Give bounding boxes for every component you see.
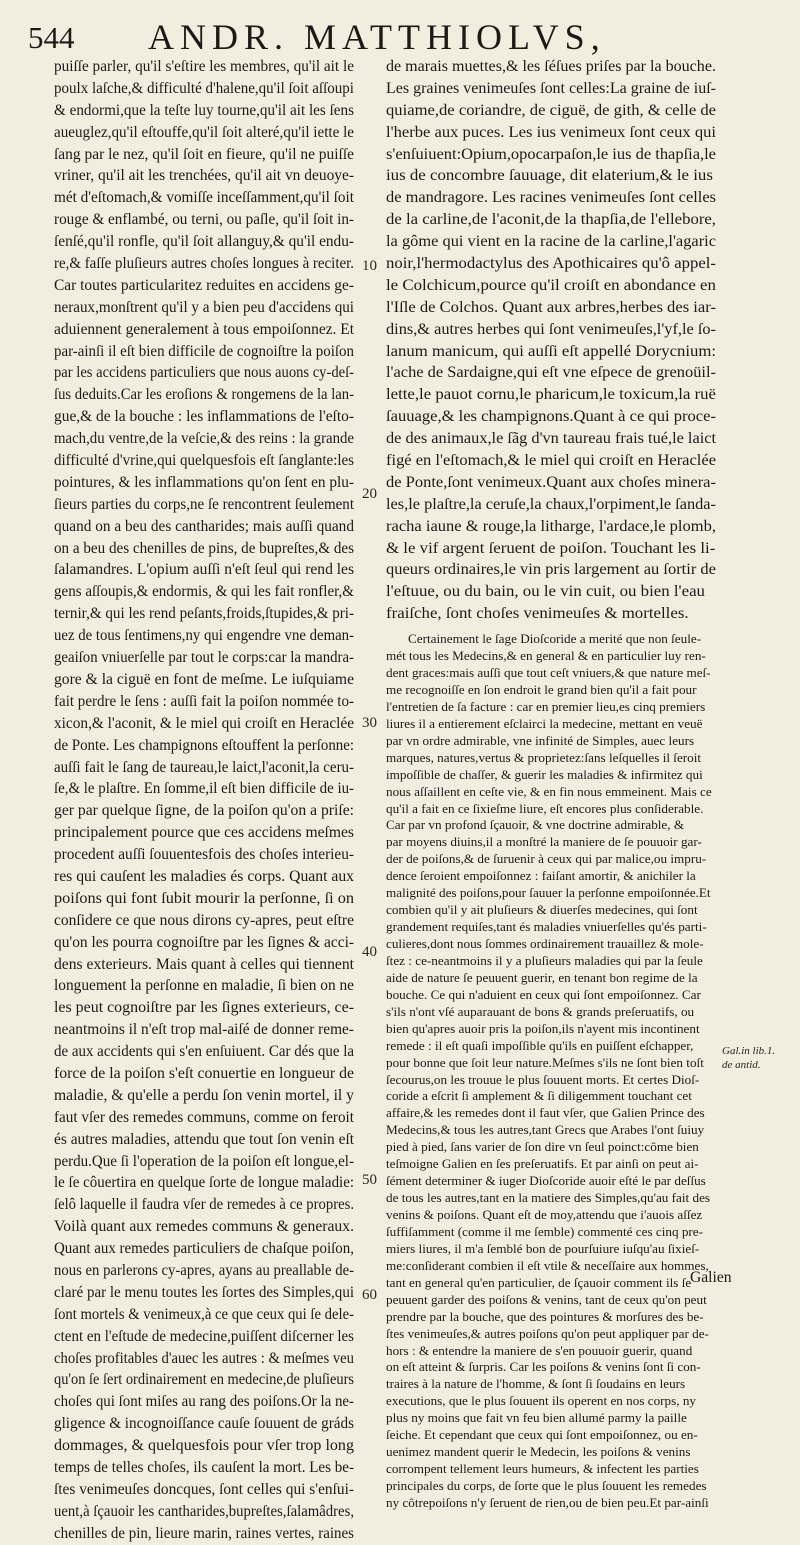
text-line: rouge & enflambé, ou terni, ou paſle, qu'il ſoit in- (54, 211, 354, 229)
line-number: 60 (362, 1287, 377, 1303)
text-line: figé en l'eſtomach,& le miel qui croiſt en Heraclée (386, 452, 716, 470)
line-number: 50 (362, 1172, 377, 1188)
marginal-note-line: de antid. (722, 1059, 761, 1071)
commentary-line: combien qu'il y ait pluſieurs & diuerſes medecines, qui ſont (386, 903, 698, 918)
text-line: s'enſuiuent:Opium,opocarpaſon,le ius de thapſia,le (386, 145, 716, 163)
text-line: neantmoins il n'eſt trop mal-aiſé de donner reme- (54, 1021, 354, 1039)
text-line: noir,l'hermodactylus des Apothicaires qu'ô appel- (386, 255, 716, 273)
commentary-line: remede : il eſt quaſi impoſſible qu'ils en puiſſent eſchapper, (386, 1038, 694, 1053)
right-column (386, 56, 716, 625)
commentary-line: ſuffiſamment (comme il me ſemble) commenté ces cinq pre- (386, 1224, 704, 1239)
page-number: 544 (28, 20, 75, 55)
text-line: l'Iſle de Colchos. Quant aux arbres,herbes des iar- (386, 298, 716, 316)
text-line: ius de concombre ſauuage, dit elaterium,& le ius (386, 167, 713, 185)
commentary-line: der de poiſons,& de ſuruenir à ceux qui par malice,ou impru- (386, 852, 707, 867)
text-line: pointures, & les inflammations qu'on ſent en plu- (54, 473, 354, 491)
text-line: l'eſtuue, ou du bain, ou le vin cuit, ou bien l'eau (386, 583, 705, 601)
commentary-line: executions, que le plus ſouuent ils operent en nos corps, ny (386, 1394, 696, 1409)
text-line: & endormi,que la teſte luy tourne,qu'il ait les ſens (54, 101, 354, 119)
commentary-line: l'entretien de ſa facture : car en premier lieu,es cinq premiers (386, 699, 706, 714)
text-line: l'ache de Sardaigne,qui eſt vne eſpece de grenoüil- (386, 364, 716, 382)
text-line: gens aſſoupis,& endormis, & qui les fait ronfler,& (54, 583, 354, 601)
commentary-line: nous aſſaillent en ceſte vie, & en fin nous emmeinent. Mais ce (386, 784, 712, 799)
text-line: fraiſche, ſont choſes venimeuſes & mortelles. (386, 605, 689, 623)
text-line: ctent en l'eſtude de medecine,puiſſent diſcerner les (54, 1327, 354, 1345)
text-line: de mandragore. Les racines venimeuſes ſont celles (386, 189, 716, 207)
commentary-line: corrompent tellement leurs humeurs, & infectent les parties (386, 1462, 699, 1477)
text-line: ternir,& qui les rend peſants,froids,ſtupides,& pri- (54, 605, 354, 623)
commentary-line: Certainement le ſage Dioſcoride a merité que non ſeule- (408, 632, 702, 647)
text-line: ſelô laquelle il faudra vſer de remedes à ce propres. (54, 1196, 354, 1214)
text-line: maladie, & qu'elle a perdu ſon venin mortel, il y (54, 1086, 354, 1104)
commentary-line: prendre par la bouche, que des pointures & morſures des be- (386, 1309, 704, 1324)
commentary-line: culieres,dont nous ſommes ordinairement trauaillez & mole- (386, 937, 704, 952)
text-line: ger par quelque ſigne, de la poiſon qu'on a priſe: (54, 802, 354, 820)
text-line: ſenſé,qu'il ronfle, qu'il ſoit allanguy,& qu'il endu- (54, 233, 354, 251)
text-line: par-ainſi il eſt bien difficile de cognoiſtre la poiſon (54, 342, 354, 360)
text-line: l'herbe aux puces. Les ius venimeux ſont ceux qui (386, 123, 716, 141)
text-line: & le vif argent ſeruent de poiſon. Touchant les li- (386, 539, 716, 557)
commentary-line: Car par vn profond ſçauoir, & vne doctrine admirable, & (386, 818, 685, 833)
text-line: les,le plaſtre,la ceruſe,la chaux,l'orpiment,le ſanda- (386, 495, 716, 513)
text-line: uent,à ſçauoir les cantharides,bupreſtes,ſalamâdres, (54, 1502, 354, 1520)
catchword: Galien (690, 1269, 732, 1286)
text-line: mét d'eſtomach,& vomiſſe inceſſamment,qu'il ſoit (54, 189, 354, 207)
commentary-line: aide de nature ſe peuuent guerir, en tenant bon regime de la (386, 970, 698, 985)
commentary-line: bouche. Ce qui n'aduient en ceux qui ſont empoiſonnez. Car (386, 987, 701, 1002)
text-line: racha iaune & rouge,la litharge, l'ardace,le plomb, (386, 517, 716, 535)
commentary-line: ny côtrepoiſons n'y ſeruent de rien,ou de bien peu.Et par-ainſi (386, 1495, 709, 1510)
commentary-line: plus ny moins que fait vn feu bien allumé parmy la paille (386, 1411, 687, 1426)
text-line: aueuglez,qu'il eſtouffe,qu'il ſoit alteré,qu'il iette le (54, 123, 354, 141)
text-line: mach,du ventre,de la veſcie,& des reins : la grande (54, 430, 354, 448)
text-line: de des animaux,le ſãg d'vn taureau frais tué,le laict (386, 430, 716, 448)
text-line: Car toutes particularitez reduites en accidens ge- (54, 276, 354, 294)
text-line: Quant aux remedes particuliers de chaſque poiſon, (54, 1240, 354, 1258)
text-line: perdu.Que ſi l'operation de la poiſon eſt longue,el- (54, 1152, 354, 1170)
commentary-column (386, 631, 718, 1512)
text-line: fait perdre le ſens : auſſi fait la poiſon nommée to- (54, 692, 354, 710)
commentary-line: tant en general qu'en particulier, de ſçauoir comment ils ſe (386, 1275, 692, 1290)
text-line: par les accidens particuliers que nous auons cy-deſ- (54, 364, 354, 382)
text-line: ſang par le nez, qu'il ſoit en fieure, qu'il ne puiſſe (54, 145, 354, 163)
text-line: choſes profitables d'auec les autres : & meſmes veu (54, 1349, 354, 1367)
text-line: qu'on ſe ſert ordinairement en medecine,de pluſieurs (54, 1371, 354, 1389)
text-line: gore & la ciguë en font de meſme. Le iuſquiame (54, 670, 354, 688)
text-line: poulx laſche,& difficulté d'halene,qu'il ſoit aſſoupi (54, 79, 354, 97)
text-line: gue,& de la bouche : les inflammations de l'eſto- (54, 408, 354, 426)
text-line: ſus deduits.Car les eroſions & rongemens de la lan- (54, 386, 354, 404)
text-line: Voilà quant aux remedes communs & generaux. (54, 1218, 354, 1236)
commentary-line: pied à pied, ſans varier de ſon dire vn ſeul poinct:côme bien (386, 1140, 699, 1155)
text-line: xicon,& l'aconit, & le miel qui croiſt en Heraclée (54, 714, 354, 732)
text-line: ſe,& le plaſtre. En ſomme,il eſt bien difficile de iu- (54, 780, 354, 798)
text-line: le Colchicum,pource qu'il croiſt en abondance en (386, 276, 716, 294)
commentary-line: marques, natures,vertus & proprietez:ſans leſquelles il ſeroit (386, 750, 702, 765)
text-line: és autres maladies, attendu que tout ſon venin eſt (54, 1130, 354, 1148)
commentary-line: peuuent garder des poiſons & venins, tant de ceux qu'on peut (386, 1292, 707, 1307)
text-line: res qui cauſent les maladies és corps. Quant aux (54, 867, 354, 885)
commentary-line: hors : & entendre la maniere de s'en pouuoir guerir, quand (386, 1343, 693, 1358)
commentary-line: ſtes venimeuſes,& autres poiſons qu'on peut appliquer par de- (386, 1326, 709, 1341)
text-line: faut vſer des remedes communs, comme on feroit (54, 1108, 354, 1126)
text-line: conſidere ce que nous dirons cy-apres, peut eſtre (54, 911, 354, 929)
text-line: la gôme qui vient en la racine de la carline,l'agaric (386, 233, 716, 251)
commentary-line: ſtez : ce-neantmoins il y a pluſieurs maladies qui par la ſeule (386, 953, 703, 968)
text-line: ſauuage,& les champignons.Quant à ce qui proce- (386, 408, 716, 426)
commentary-line: pour bonne que ſoit leur nature.Meſmes s'ils ne ſont bien toſt (386, 1055, 704, 1070)
text-line: ſtes venimeuſes doncques, ſont celles qui s'enſui- (54, 1480, 354, 1498)
commentary-line: malignité des poiſons,pour ſauuer la perſonne empoiſonnée.Et (386, 886, 711, 901)
commentary-line: principales du corps, de ſorte que le plus ſouuent les remedes (386, 1479, 707, 1494)
commentary-line: mét tous les Medecins,& en general & en particulier luy ren- (386, 649, 706, 664)
text-line: principalement pource que ces accidens meſmes (54, 824, 354, 842)
marginal-note (722, 1044, 775, 1072)
text-line: dens exterieurs. Mais quant à celles qui tiennent (54, 955, 354, 973)
text-line: dommages, & quelquesfois pour vſer trop long (54, 1437, 354, 1455)
commentary-line: coride a eſcrit ſi amplement & ſi diligemment touchant cet (386, 1089, 692, 1104)
text-line: le ſe côuertira en quelque ſorte de longue maladie: (54, 1174, 354, 1192)
text-line: ſont mortels & venimeux,à ce que ceux qui ſe dele- (54, 1305, 354, 1323)
text-line: difficulté d'vrine,qui quelquesfois eſt ſanglante:les (54, 452, 354, 470)
text-line: de Ponte,ſont venimeux.Quant aux choſes minera- (386, 473, 716, 491)
commentary-line: teſmoigne Galien en ſes preſeruatifs. Et par ainſi on peut ai- (386, 1157, 699, 1172)
text-line: puiſſe parler, qu'il s'eſtire les membres, qu'il ait le (54, 58, 354, 75)
commentary-line: me recognoiſſe en ſon endroit le grand bien qu'il a fait pour (386, 682, 697, 697)
text-line: vriner, qu'il ait les trenchées, qu'il ait vn deuoye- (54, 167, 354, 185)
text-line: gligence & incognoiſſance cauſe ſouuent de gráds (54, 1415, 354, 1433)
text-line: aduiennent generalement à tous empoiſonnez. Et (54, 320, 354, 338)
commentary-line: ſecourus,on les trouue le plus ſouuent morts. Et certes Dioſ- (386, 1072, 700, 1087)
commentary-line: de tous les autres,tant en la matiere des Simples,qu'au fait des (386, 1191, 711, 1206)
text-line: force de la poiſon s'eſt conuertie en longueur de (54, 1064, 354, 1082)
line-number: 30 (362, 715, 377, 731)
commentary-line: affaire,& les remedes dont il faut vſer, que Galien Prince des (386, 1106, 705, 1121)
text-line: temps de telles choſes, ils cauſent la mort. Les be- (54, 1459, 354, 1476)
text-line: lette,le pauot cornu,le pharicum,le toxicum,la ruë (386, 386, 716, 404)
text-line: de marais muettes,& les ſéſues priſes par la bouche. (386, 58, 716, 75)
text-line: queurs ordinaires,le vin pris largement au ſortir de (386, 561, 716, 579)
commentary-line: venins & poiſons. Quant eſt de moy,attendu que i'auois aſſez (386, 1208, 703, 1223)
commentary-line: me:conſiderant combien il eſt vtile & neceſſaire aux hommes, (386, 1258, 709, 1273)
text-line: qu'on les pourra cognoiſtre par les ſignes & acci- (54, 933, 354, 951)
commentary-line: uenimez mandent querir le Medecin, les poiſons & venins (386, 1445, 691, 1460)
marginal-note-line: Gal.in lib.1. (722, 1045, 776, 1057)
text-line: quand on a beu des cantharides; mais auſſi quand (54, 517, 354, 535)
running-head: ANDR. MATTHIOLVS, (148, 17, 606, 57)
text-line: Les graines venimeuſes ſont celles:La graine de iuſ- (386, 79, 716, 97)
text-line: ſieurs parties du corps,ne ſe rencontrent ſeulement (54, 495, 354, 513)
text-line: nous en parlerons cy-apres, ayans au preallable de- (54, 1261, 354, 1279)
commentary-line: dent graces:mais auſſi que tout ceſt vniuers,& que nature meſ- (386, 666, 711, 681)
commentary-line: miers liures, il m'a ſemblé bon de pourſuiure iuſqu'au ſixieſ- (386, 1241, 700, 1256)
text-line: neraux,monſtrent qu'il y a bien peu d'accidens qui (54, 298, 354, 316)
line-number: 10 (362, 258, 377, 274)
commentary-line: qu'il a fait en ce ſixieſme liure, eſt encores plus conſiderable. (386, 801, 704, 816)
commentary-line: grandement requiſes,tant és maladies vniuerſelles qu'és parti- (386, 920, 707, 935)
line-number: 20 (362, 486, 377, 502)
text-line: re,& faſſe pluſieurs autres choſes longues à reciter. (54, 255, 354, 273)
text-line: longuement la perſonne en maladie, ſi bien on ne (54, 977, 354, 995)
line-number: 40 (362, 944, 377, 960)
text-line: geaiſon vniuerſelle par tout le corps:car la mandra- (54, 649, 354, 667)
commentary-line: s'ils n'ont vſé auparauant de bons & grands preſeruatifs, ou (386, 1004, 695, 1019)
text-line: chenilles de pin, lieure marin, raines vertes, raines (54, 1524, 354, 1542)
commentary-line: par vn ordre admirable, vne infinité de Simples, auec leurs (386, 733, 695, 748)
commentary-line: ſément determiner & iuger Dioſcoride auoir eſté le par deſſus (386, 1174, 706, 1189)
commentary-line: ſeiche. Et cependant que ceux qui ſont empoiſonnez, ou en- (386, 1428, 698, 1443)
commentary-line: Medecins,& tous les autres,tant Grecs que Arabes l'ont ſuiuy (386, 1123, 705, 1138)
commentary-line: dence ſeroient empoiſonnez : faiſant amortir, & anichiler la (386, 869, 696, 884)
text-line: on a beu des chenilles de pins, de bupreſtes,& des (54, 539, 354, 557)
commentary-line: traires à la nature de l'homme, & ſont ſi ſoudains en leurs (386, 1377, 686, 1392)
text-line: de aux accidents qui s'en enſuiuent. Car dés que la (54, 1043, 354, 1061)
text-line: claré par le menu toutes les ſortes des Simples,qui (54, 1283, 354, 1301)
text-line: procedent auſſi ſouuentesfois des choſes interieu- (54, 846, 354, 864)
text-line: lanum manicum, qui auſſi eſt appellé Dorycnium: (386, 342, 716, 360)
commentary-line: on eſt atteint & ſurpris. Car les poiſons & venins ſont ſi con- (386, 1360, 701, 1375)
text-line: dins,& autres herbes qui ſont venimeuſes,l'yf,le ſo- (386, 320, 716, 338)
text-line: de la carline,de l'aconit,de la thapſia,de l'ellebore, (386, 211, 716, 229)
text-line: uez de tous ſentimens,ny qui engendre vne deman- (54, 627, 354, 645)
text-line: choſes qui ſont miſes au rang des poiſons.Or la ne- (54, 1393, 354, 1411)
text-line: poiſons qui font ſubit mourir la perſonne, ſi on (54, 889, 354, 907)
commentary-line: bien qu'apres auoir pris la poiſon,ils n'ayent mis incontinent (386, 1021, 700, 1036)
text-line: ſalamandres. L'opium auſſi n'eſt ſeul qui rend les (54, 561, 354, 579)
text-line: les peut cognoiſtre par les ſignes exterieurs, ce- (54, 999, 354, 1017)
text-line: auſſi fait le ſang de taureau,le laict,l'aconit,la ceru- (54, 758, 354, 776)
commentary-line: par moyens diuins,il a monſtré la maniere de ſe pouuoir gar- (386, 835, 702, 850)
commentary-line: impoſſible de chaſſer, & guerir les maladies & infirmitez qui (386, 767, 703, 782)
left-column (54, 56, 354, 1545)
text-line: de Ponte. Les champignons eſtouffent la perſonne: (54, 736, 354, 754)
commentary-line: liures il a entierement eſclairci la medecine, mettant en veuë (386, 716, 703, 731)
text-line: quiame,de coriandre, de ciguë, de gith, & celle de (386, 101, 716, 119)
